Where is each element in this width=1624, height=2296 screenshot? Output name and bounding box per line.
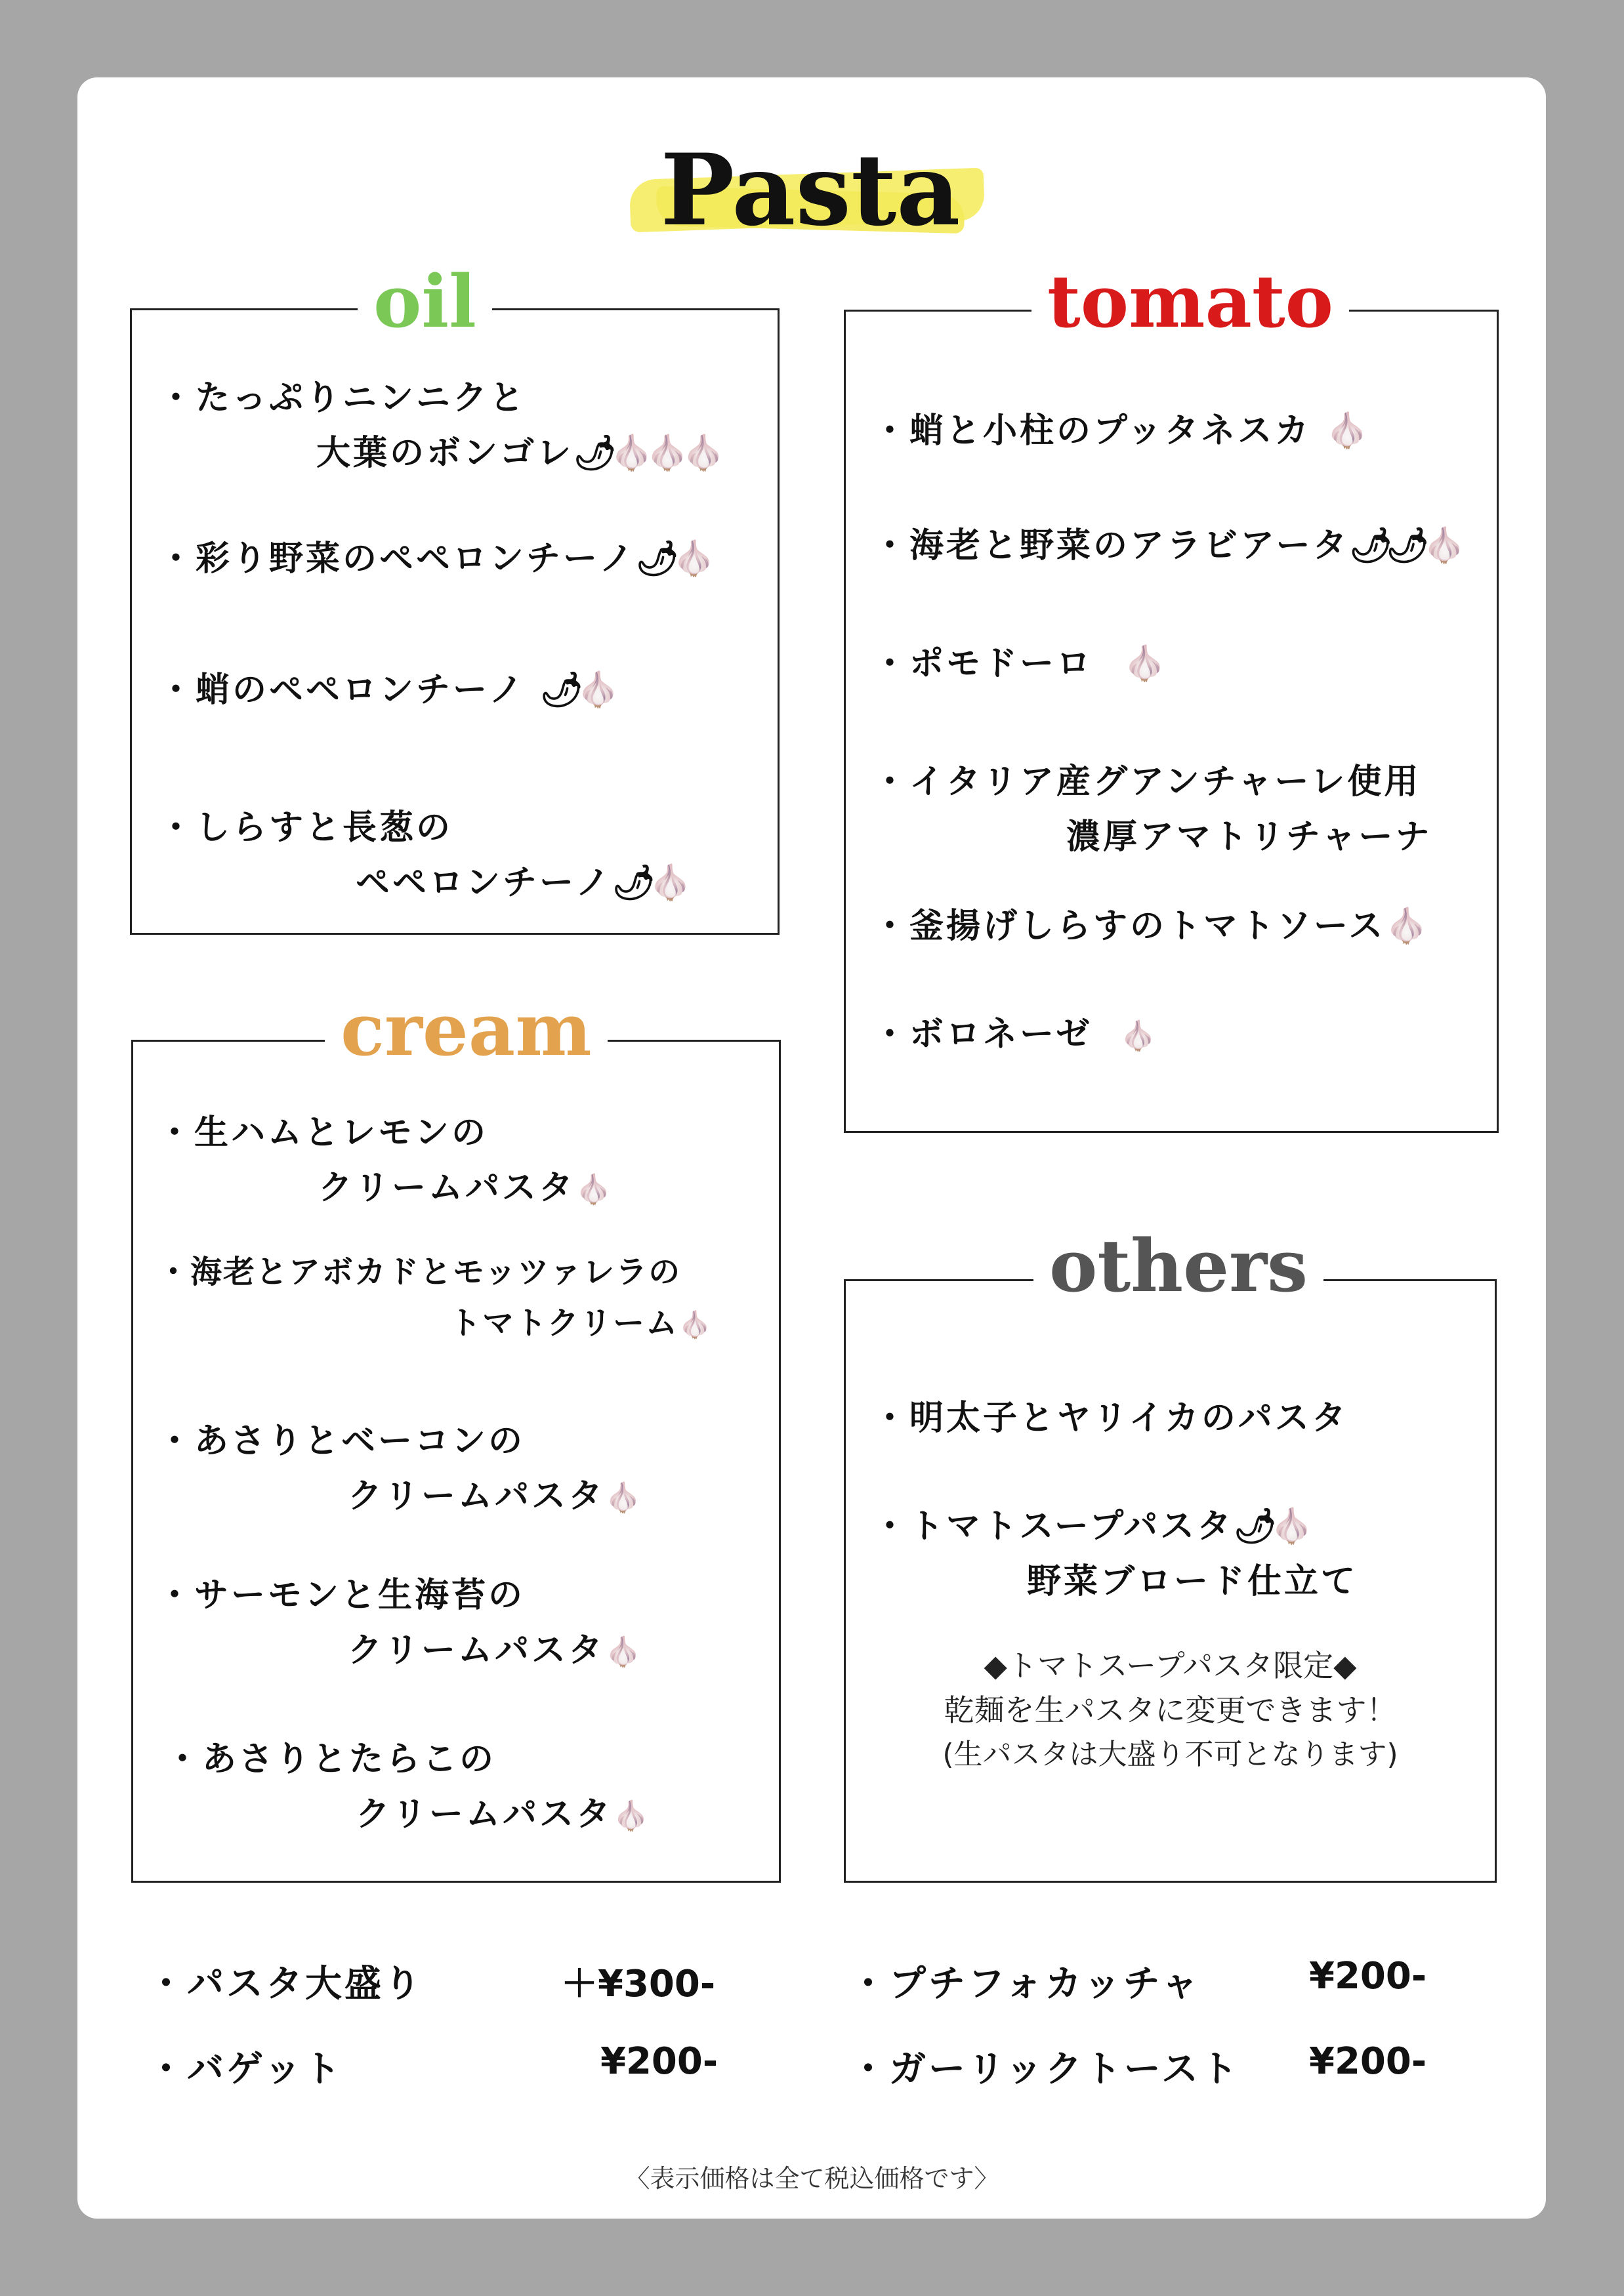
cream-item-5 <box>165 1732 642 1844</box>
cream-item-1 <box>157 1105 605 1218</box>
extra-large-portion-price: ＋¥300- <box>561 1963 716 2005</box>
cream-item-3 <box>157 1414 635 1526</box>
others-note-line1: ◆トマトスープパスタ限定◆ <box>984 1648 1357 1683</box>
cream-item-5-line2: クリームパスタ <box>356 1795 614 1834</box>
oil-item-3 <box>159 663 613 718</box>
tomato-item-2 <box>873 518 1459 573</box>
garlic-icon: 🧄 <box>575 1173 605 1206</box>
cream-item-2 <box>157 1246 705 1351</box>
garlic-icon: 🧄 <box>1120 1019 1150 1053</box>
tomato-item-3 <box>873 636 1159 691</box>
tax-notice: 〈表示価格は全て税込価格です〉 <box>625 2164 999 2193</box>
menu-title-block <box>617 128 1004 253</box>
oil-item-4-line2: ペペロンチーノ <box>356 863 612 903</box>
tomato-item-1 <box>873 403 1362 459</box>
tomato-item-4 <box>873 754 1432 865</box>
garlic-icon: 🧄 <box>605 1481 635 1515</box>
garlic-icon: 🧄 <box>1385 907 1422 946</box>
garlic-icon: 🧄 <box>613 1799 642 1833</box>
others-note <box>844 1643 1497 1777</box>
oil-item-1-line1: ・たっぷりニンニクと <box>159 379 527 418</box>
garlic-icon: 🧄 <box>1325 411 1362 451</box>
oil-item-3-line1: ・蛸のペペロンチーノ <box>159 670 526 710</box>
extra-large-portion-name: ・パスタ大盛り <box>148 1963 423 2005</box>
cream-item-1-line1: ・生ハムとレモンの <box>157 1113 489 1153</box>
chili-garlic-icons: 🌶🧄 <box>612 863 685 903</box>
extra-garlic-toast-name: ・ガーリックトースト <box>850 2048 1240 2091</box>
tomato-item-6-line1: ・ボロネーゼ <box>873 1015 1093 1054</box>
chili-garlic-icons: 🌶🧄🧄🧄 <box>573 434 718 473</box>
garlic-icon: 🧄 <box>678 1310 705 1340</box>
others-item-2-line1: ・トマトスープパスタ <box>873 1507 1234 1546</box>
cream-item-4-line2: クリームパスタ <box>348 1631 606 1670</box>
extra-baguette-price: ¥200- <box>600 2040 718 2083</box>
others-item-2 <box>873 1499 1358 1609</box>
others-note-line2: 乾麺を生パスタに変更できます！ <box>944 1692 1397 1728</box>
oil-item-1-line2: 大葉のボンゴレ <box>316 434 574 473</box>
tomato-section-label: tomato <box>1031 259 1349 344</box>
cream-section-label: cream <box>325 987 608 1073</box>
others-note-line3: (生パスタは大盛り不可となります) <box>942 1738 1398 1771</box>
others-section-label: others <box>1033 1223 1323 1309</box>
oil-section-label: oil <box>358 259 492 344</box>
cream-item-3-line2: クリームパスタ <box>348 1477 606 1516</box>
extra-baguette-name: ・バゲット <box>148 2048 343 2091</box>
tomato-item-6 <box>873 1007 1150 1064</box>
menu-title: Pasta <box>660 133 961 248</box>
extra-focaccia-name: ・プチフォカッチャ <box>850 1963 1201 2005</box>
oil-item-2 <box>159 531 709 586</box>
cream-item-4-line1: ・サーモンと生海苔の <box>157 1576 526 1615</box>
tomato-item-4-line2: 濃厚アマトリチャーナ <box>1066 817 1432 857</box>
oil-item-4-line1: ・しらすと長葱の <box>159 808 453 848</box>
others-item-2-line2: 野菜ブロード仕立て <box>1027 1562 1358 1601</box>
oil-item-1 <box>159 371 718 481</box>
tomato-item-1-line1: ・蛸と小柱のプッタネスカ <box>873 411 1312 451</box>
cream-item-3-line1: ・あさりとベーコンの <box>157 1422 526 1461</box>
others-item-1-line1: ・明太子とヤリイカのパスタ <box>873 1399 1348 1438</box>
cream-item-4 <box>157 1568 635 1680</box>
chili-garlic-icons: 🌶🧄 <box>540 670 613 710</box>
cream-item-2-line2: トマトクリーム <box>449 1305 679 1342</box>
others-item-1 <box>873 1391 1348 1446</box>
cream-item-1-line2: クリームパスタ <box>318 1168 576 1208</box>
chili-garlic-icons: 🌶🧄 <box>1234 1507 1306 1546</box>
oil-item-4 <box>159 800 685 911</box>
oil-item-2-line1: ・彩り野菜のペペロンチーノ <box>159 539 636 579</box>
extra-focaccia-price: ¥200- <box>1309 1955 1427 1998</box>
cream-item-2-line1: ・海老とアボカドとモッツァレラの <box>157 1254 682 1290</box>
tomato-item-3-line1: ・ポモドーロ <box>873 644 1094 684</box>
tomato-item-2-line1: ・海老と野菜のアラビアータ <box>873 526 1350 565</box>
tomato-item-5 <box>873 899 1421 954</box>
tomato-item-5-line1: ・釜揚げしらすのトマトソース <box>873 907 1386 946</box>
garlic-icon: 🧄 <box>605 1635 635 1669</box>
tomato-item-4-line1: ・イタリア産グアンチャーレ使用 <box>873 762 1421 802</box>
chili-garlic-icons: 🌶🌶🧄 <box>1349 526 1459 565</box>
extra-garlic-toast-price: ¥200- <box>1309 2040 1427 2083</box>
garlic-icon: 🧄 <box>1123 644 1159 684</box>
cream-item-5-line1: ・あさりとたらこの <box>165 1740 497 1779</box>
chili-garlic-icons: 🌶🧄 <box>635 539 709 579</box>
